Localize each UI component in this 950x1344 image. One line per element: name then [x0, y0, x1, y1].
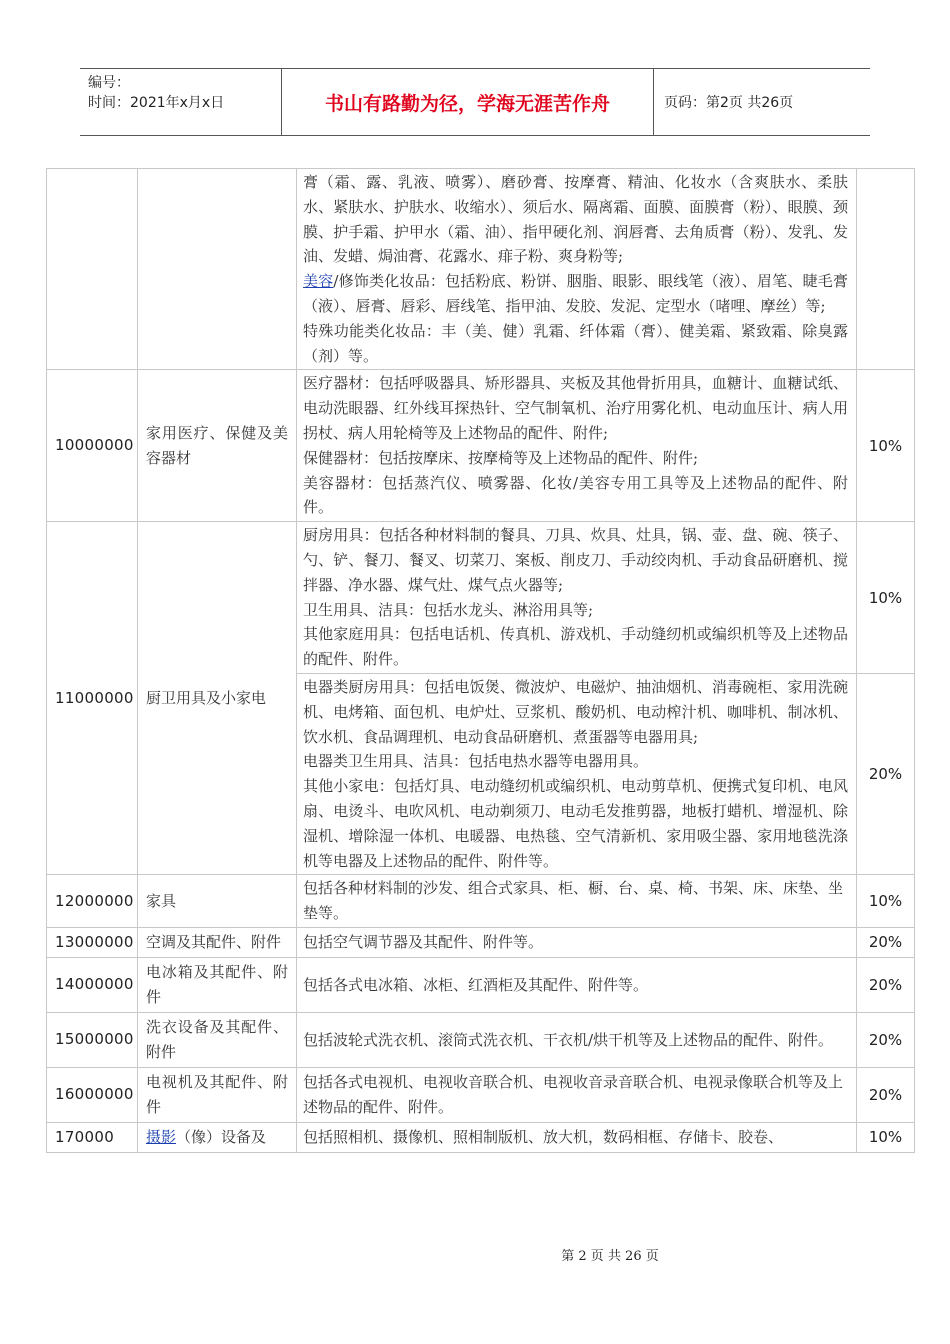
rate-cell [857, 169, 915, 370]
table-row [47, 370, 915, 522]
description-cell [297, 522, 857, 674]
description-cell: 包括空气调节器及其配件、附件等。 [297, 927, 857, 957]
code-cell: 16000000 [47, 1067, 138, 1122]
rate-cell: 10% [857, 522, 915, 674]
category-cell: 电冰箱及其配件、附件 [138, 957, 297, 1012]
category-text: （像）设备及 [176, 1127, 267, 1146]
desc-line: 电器类厨房用具：包括电饭煲、微波炉、电磁炉、抽油烟机、消毒碗柜、家用洗碗机、电烤箱、面包机、电炉灶、豆浆机、酸奶机、电动榨汁机、咖啡机、制冰机、饮水机、食品调理机、电动食品研磨机、煮蛋器等电器用具; [303, 677, 848, 746]
code-cell: 12000000 [47, 875, 138, 928]
category-cell: 电视机及其配件、附件 [138, 1067, 297, 1122]
description-cell: 包括波轮式洗衣机、滚筒式洗衣机、干衣机/烘干机等及上述物品的配件、附件。 [297, 1012, 857, 1067]
category-cell: 家具 [138, 875, 297, 928]
rate-cell: 20% [857, 957, 915, 1012]
desc-line: 医疗器材：包括呼吸器具、矫形器具、夹板及其他骨折用具，血糖计、血糖试纸、电动洗眼器、红外线耳探热针、空气制氧机、治疗用雾化机、电动血压计、病人用拐杖、病人用轮椅等及上述物品的配件、附件; [303, 374, 848, 442]
desc-line: 保健器材：包括按摩床、按摩椅等及上述物品的配件、附件; [303, 448, 699, 467]
table-row [47, 957, 915, 1012]
tax-rate-table [46, 168, 915, 1153]
category-cell: 空调及其配件、附件 [138, 927, 297, 957]
time-label: 时间：2021年x月x日 [88, 95, 225, 111]
photography-link[interactable]: 摄影 [146, 1127, 177, 1146]
desc-line: 厨房用具：包括各种材料制的餐具、刀具、炊具、灶具，锅、壶、盘、碗、筷子、勺、铲、餐刀、餐叉、切菜刀、案板、削皮刀、手动绞肉机、手动食品研磨机、搅拌器、净水器、煤气灶、煤气点火器等; [303, 526, 848, 594]
beauty-link[interactable]: 美容 [303, 272, 334, 291]
desc-line: 其他家庭用具：包括电话机、传真机、游戏机、手动缝纫机或编织机等及上述物品的配件、附件。 [303, 625, 848, 669]
description-cell: 包括各式电冰箱、冰柜、红酒柜及其配件、附件等。 [297, 957, 857, 1012]
header-motto: 书山有路勤为径，学海无涯苦作舟 [282, 69, 654, 135]
page-footer: 第 2 页 共 26 页 [561, 1249, 659, 1264]
rate-cell: 20% [857, 673, 915, 874]
code-cell: 11000000 [47, 522, 138, 875]
category-cell [138, 1122, 297, 1152]
page-header [80, 68, 870, 136]
code-cell: 14000000 [47, 957, 138, 1012]
rate-cell: 10% [857, 875, 915, 928]
code-cell: 13000000 [47, 927, 138, 957]
description-cell: 包括各种材料制的沙发、组合式家具、柜、橱、台、桌、椅、书架、床、床垫、坐垫等。 [297, 875, 857, 928]
desc-line: 美容器材：包括蒸汽仪、喷雾器、化妆/美容专用工具等及上述物品的配件、附件。 [303, 473, 848, 517]
description-cell: 包括各式电视机、电视收音联合机、电视收音录音联合机、电视录像联合机等及上述物品的配件、附件。 [297, 1067, 857, 1122]
code-cell: 15000000 [47, 1012, 138, 1067]
rate-cell: 20% [857, 1012, 915, 1067]
rate-cell: 20% [857, 927, 915, 957]
table-row [47, 1122, 915, 1152]
description-cell: 包括照相机、摄像机、照相制版机、放大机，数码相框、存储卡、胶卷、 [297, 1122, 857, 1152]
desc-line: 卫生用具、洁具：包括水龙头、淋浴用具等; [303, 600, 594, 619]
category-cell: 厨卫用具及小家电 [138, 522, 297, 875]
description-cell [297, 169, 857, 370]
table-row [47, 927, 915, 957]
desc-line: 电器类卫生用具、洁具：包括电热水器等电器用具。 [303, 752, 649, 771]
desc-line: 其他小家电：包括灯具、电动缝纫机或编织机、电动剪草机、便携式复印机、电风扇、电烫斗、电吹风机、电动剃须刀、电动毛发推剪器，地板打蜡机、增湿机、除湿机、增除湿一体机、电暖器、电热毯、空气清新机、家用吸尘器、家用地毯洗涤机等电器及上述物品的配件、附件等。 [303, 777, 848, 870]
rate-cell: 20% [857, 1067, 915, 1122]
description-cell [297, 673, 857, 874]
table-row [47, 1012, 915, 1067]
description-cell [297, 370, 857, 522]
table-row [47, 875, 915, 928]
table-row [47, 522, 915, 674]
desc-line: 膏（霜、露、乳液、喷雾）、磨砂膏、按摩膏、精油、化妆水（含爽肤水、柔肤水、紧肤水、护肤水、收缩水）、须后水、隔离霜、面膜、面膜膏（粉）、眼膜、颈膜、护手霜、护甲水（霜、油）、指甲硬化剂、润唇膏、去角质膏（粉）、发乳、发油、发蜡、焗油膏、花露水、痱子粉、爽身粉等; [303, 173, 848, 266]
number-label: 编号： [88, 75, 130, 91]
table-row [47, 169, 915, 370]
desc-line: 特殊功能类化妆品：丰（美、健）乳霜、纤体霜（膏）、健美霜、紧致霜、除臭露（剂）等。 [303, 321, 848, 365]
code-cell: 170000 [47, 1122, 138, 1152]
desc-line [303, 269, 848, 319]
header-meta [80, 69, 282, 135]
code-cell: 10000000 [47, 370, 138, 522]
category-cell [138, 169, 297, 370]
category-cell: 洗衣设备及其配件、附件 [138, 1012, 297, 1067]
desc-text: /修饰类化妆品：包括粉底、粉饼、胭脂、眼影、眼线笔（液）、眉笔、睫毛膏（液）、唇膏、唇彩、唇线笔、指甲油、发胶、发泥、定型水（啫哩、摩丝）等; [303, 272, 848, 315]
rate-cell: 10% [857, 1122, 915, 1152]
header-page-label: 页码：第2页 共26页 [664, 95, 794, 111]
table-row [47, 1067, 915, 1122]
rate-cell: 10% [857, 370, 915, 522]
code-cell [47, 169, 138, 370]
category-cell: 家用医疗、保健及美容器材 [138, 370, 297, 522]
